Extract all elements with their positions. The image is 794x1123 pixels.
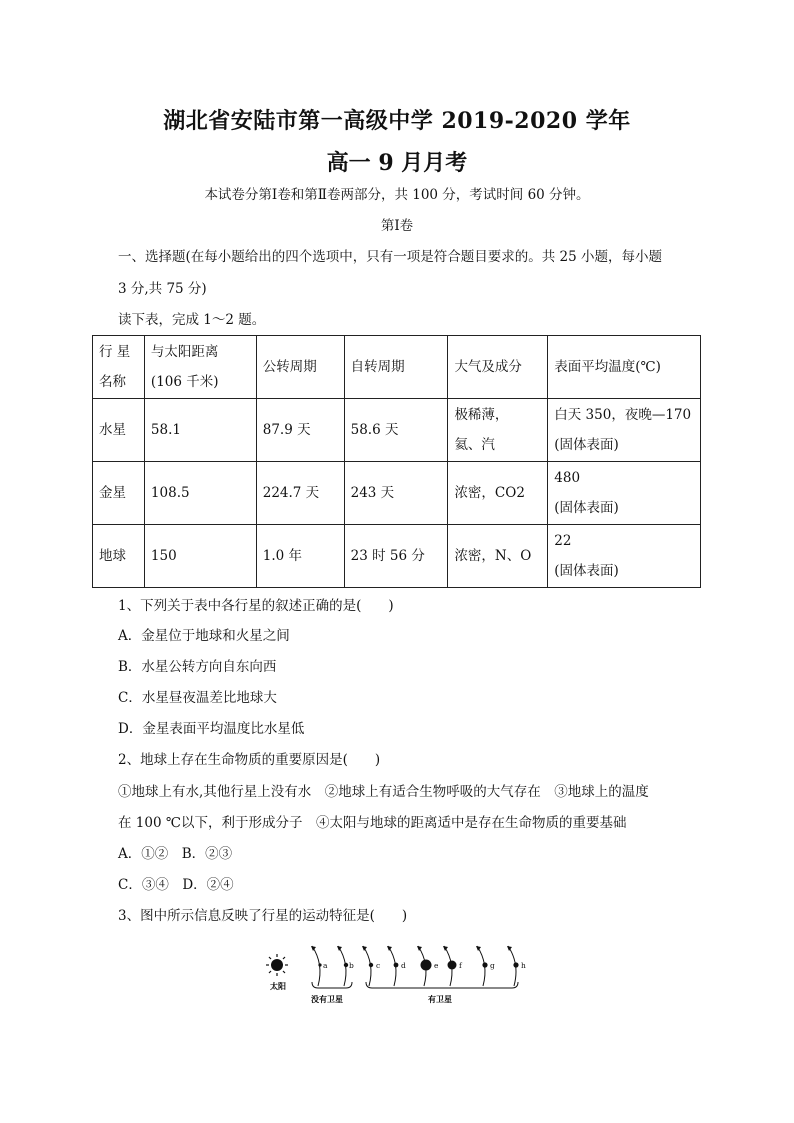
table-cell: 58.1 <box>144 399 256 462</box>
section-instructions-line2: 3 分,共 75 分) <box>118 281 207 297</box>
table-header-cell: 自转周期 <box>344 336 448 399</box>
table-header-row <box>93 336 701 399</box>
planet-label: g <box>490 961 495 970</box>
exam-intro: 本试卷分第Ⅰ卷和第Ⅱ卷两部分，共 100 分，考试时间 60 分钟。 <box>204 187 590 203</box>
table-header-cell: 行 星 名称 <box>93 336 145 399</box>
planet-label: h <box>521 961 526 970</box>
table-cell: 243 天 <box>344 462 448 525</box>
table-cell: 浓密，CO2 <box>448 462 548 525</box>
question-3-stem: 3、图中所示信息反映了行星的运动特征是( ) <box>118 908 408 924</box>
planet-label: f <box>459 961 462 970</box>
group-label-with-moons: 有卫星 <box>428 994 452 1004</box>
table-header-cell: 表面平均温度(℃) <box>548 336 701 399</box>
planet-label: d <box>401 961 406 970</box>
question-2-options-cd: C．③④ D．②④ <box>118 877 234 893</box>
table-header-cell: 公转周期 <box>256 336 344 399</box>
question-1-option-c: C．水星昼夜温差比地球大 <box>118 690 277 706</box>
question-1-option-a: A．金星位于地球和火星之间 <box>118 628 290 644</box>
table-cell: 224.7 天 <box>256 462 344 525</box>
table-row <box>93 525 701 588</box>
table-cell: 金星 <box>93 462 145 525</box>
table-cell: 150 <box>144 525 256 588</box>
table-row <box>93 462 701 525</box>
question-1-option-d: D．金星表面平均温度比水星低 <box>118 721 305 737</box>
table-cell: 水星 <box>93 399 145 462</box>
exam-title: 湖北省安陆市第一高级中学 2019-2020 学年 <box>163 108 631 134</box>
table-cell: 87.9 天 <box>256 399 344 462</box>
question-2-statements-line2: 在 100 ℃以下，利于形成分子 ④太阳与地球的距离适中是存在生命物质的重要基础 <box>118 815 627 831</box>
question-1-stem: 1、下列关于表中各行星的叙述正确的是( ) <box>118 598 394 614</box>
planet-label: e <box>434 961 439 970</box>
table-cell: 480 (固体表面) <box>548 462 701 525</box>
question-1-option-b: B．水星公转方向自东向西 <box>118 659 277 675</box>
group-label-no-moons: 没有卫星 <box>311 994 343 1004</box>
table-row <box>93 399 701 462</box>
table-cell: 108.5 <box>144 462 256 525</box>
question-2-statements-line1: ①地球上有水,其他行星上没有水 ②地球上有适合生物呼吸的大气存在 ③地球上的温度 <box>118 784 649 800</box>
planet-motion-figure <box>262 944 542 1009</box>
question-2-stem: 2、地球上存在生命物质的重要原因是( ) <box>118 752 381 768</box>
table-cell: 极稀薄， 氦、汽 <box>448 399 548 462</box>
part-title: 第Ⅰ卷 <box>380 218 414 234</box>
table-cell: 23 时 56 分 <box>344 525 448 588</box>
sun-label: 太阳 <box>270 981 286 991</box>
question-2-options-ab: A．①② B．②③ <box>118 846 233 862</box>
table-cell: 浓密，N、O <box>448 525 548 588</box>
orbit-arrows <box>311 946 512 951</box>
table-cell: 58.6 天 <box>344 399 448 462</box>
section-instructions-line1: 一、选择题(在每小题给出的四个选项中，只有一项是符合题目要求的。共 25 小题，每小题 <box>118 249 663 265</box>
sun-icon <box>266 954 288 976</box>
planet-label: b <box>349 961 354 970</box>
table-cell: 1.0 年 <box>256 525 344 588</box>
table-header-cell: 与太阳距离 (106 千米) <box>144 336 256 399</box>
planet-label: c <box>376 961 381 970</box>
table-cell: 白天 350，夜晚—170 (固体表面) <box>548 399 701 462</box>
exam-subtitle: 高一 9 月月考 <box>326 150 468 176</box>
table-instruction: 读下表，完成 1～2 题。 <box>118 312 266 328</box>
table-header-cell: 大气及成分 <box>448 336 548 399</box>
planet-label: a <box>323 961 328 970</box>
table-cell: 地球 <box>93 525 145 588</box>
planet-table <box>92 335 701 588</box>
bracket-with-moons <box>366 982 518 988</box>
table-cell: 22 (固体表面) <box>548 525 701 588</box>
